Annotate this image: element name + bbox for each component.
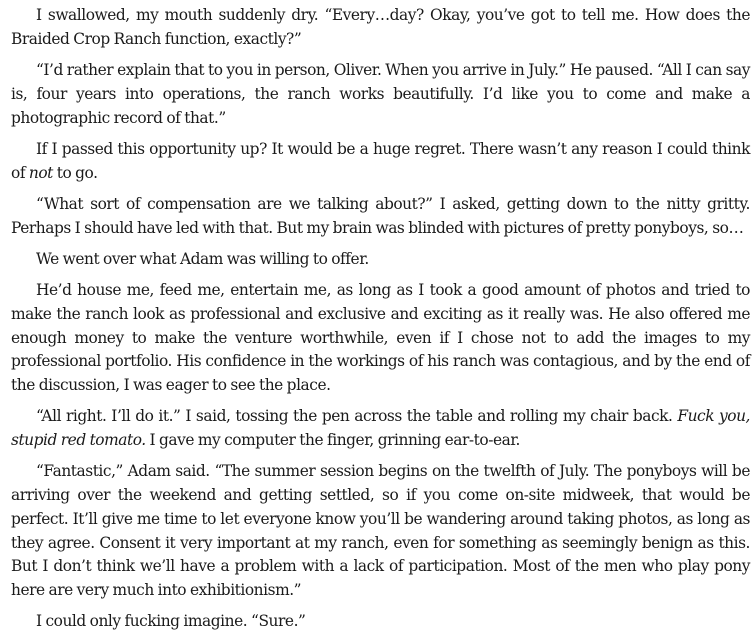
text-run: We went over what Adam was willing to offer. <box>36 249 369 268</box>
text-run: “All right. I’ll do it.” I said, tossing the pen across the table and rolling my chair back. <box>36 407 678 426</box>
paragraph <box>11 610 750 634</box>
italic-text-run: not <box>28 163 53 182</box>
paragraph <box>11 405 750 453</box>
paragraph <box>11 4 750 52</box>
text-run: to go. <box>52 163 98 182</box>
paragraph <box>11 279 750 398</box>
text-run: I gave my computer the finger, grinning ear-to-ear. <box>145 431 520 450</box>
text-run: “Fantastic,” Adam said. “The summer session begins on the twelfth of July. The ponyboys will be arriving over the weekend and getting settled, so if you come on-site midweek, that would be perfect. It’ll give me time to let everyone know you’ll be wandering around taking photos, as long as they agree. Consent it very important at my ranch, even for something as seemingly benign as this. But I don’t think we’ll have a problem with a lack of participation. Most of the men who play pony here are very much into exhibitionism.” <box>11 462 750 600</box>
text-run: He’d house me, feed me, entertain me, as long as I took a good amount of photos and tried to make the ranch look as professional and exclusive and exciting as it really was. He also offered me enough money to make the venture worthwhile, even if I chose not to add the images to my professional portfolio. His confidence in the workings of his ranch was contagious, and by the end of the discussion, I was eager to see the place. <box>11 280 750 395</box>
paragraph <box>11 248 750 272</box>
paragraph <box>11 59 750 130</box>
paragraph <box>11 193 750 241</box>
paragraph <box>11 138 750 186</box>
text-run: If I passed this opportunity up? It would be a huge regret. There wasn’t any reason I could think of <box>11 139 750 182</box>
text-run: I could only fucking imagine. “Sure.” <box>36 612 306 631</box>
paragraph <box>11 460 750 603</box>
text-run: “What sort of compensation are we talking about?” I asked, getting down to the nitty gritty. Perhaps I should have led with that. But my brain was blinded with pictures of pretty ponyboys, so… <box>11 194 750 237</box>
text-run: I swallowed, my mouth suddenly dry. “Every…day? Okay, you’ve got to tell me. How does the Braided Crop Ranch function, exactly?” <box>11 6 750 48</box>
italic-text-run: Fuck you, stupid red tomato. <box>11 407 750 450</box>
text-run: “I’d rather explain that to you in person, Oliver. When you arrive in July.” He paused. “All I can say is, four years into operations, the ranch works beautifully. I’d like you to come and make a photographic record of that.” <box>11 60 750 127</box>
